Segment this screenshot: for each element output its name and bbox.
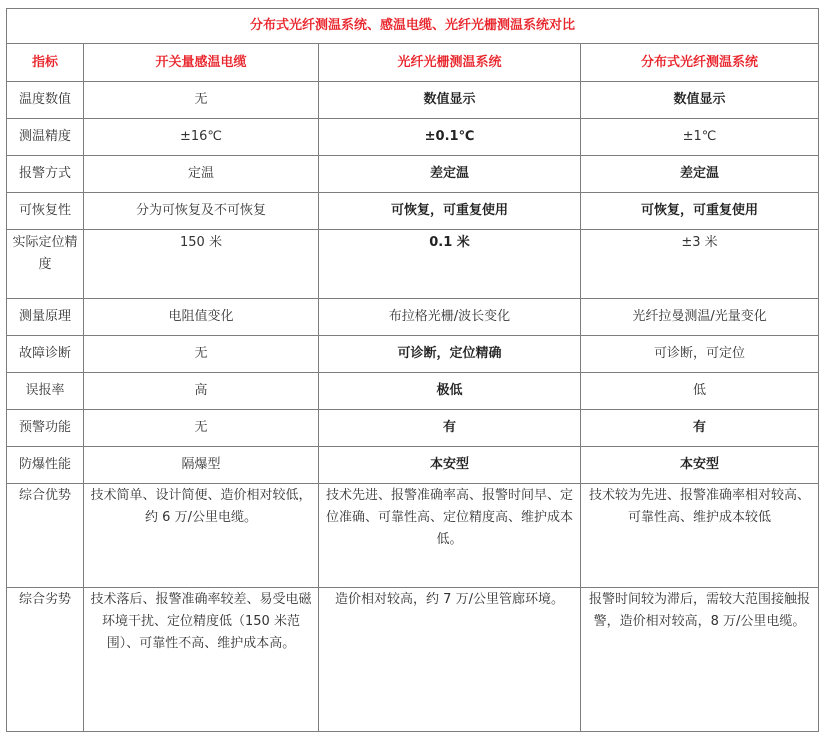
comparison-table bbox=[6, 8, 819, 732]
cell-cable: 无 bbox=[84, 82, 319, 119]
row-label: 报警方式 bbox=[7, 156, 84, 193]
cell-dts: 数值显示 bbox=[581, 82, 819, 119]
cell-dts: 光纤拉曼测温/光量变化 bbox=[581, 299, 819, 336]
cell-cable: 无 bbox=[84, 410, 319, 447]
cell-dts: ±3 米 bbox=[581, 230, 819, 299]
cell-dts: 可恢复，可重复使用 bbox=[581, 193, 819, 230]
table-row bbox=[7, 373, 819, 410]
table-row bbox=[7, 156, 819, 193]
table-title: 分布式光纤测温系统、感温电缆、光纤光栅测温系统对比 bbox=[7, 9, 819, 44]
row-label: 综合优势 bbox=[7, 484, 84, 588]
cell-fbg: 数值显示 bbox=[319, 82, 581, 119]
cell-dts: ±1℃ bbox=[581, 119, 819, 156]
cell-fbg: 0.1 米 bbox=[319, 230, 581, 299]
cell-fbg: ±0.1℃ bbox=[319, 119, 581, 156]
cell-dts: 差定温 bbox=[581, 156, 819, 193]
cell-dts: 低 bbox=[581, 373, 819, 410]
table-row bbox=[7, 336, 819, 373]
cell-dts: 有 bbox=[581, 410, 819, 447]
cell-fbg: 可诊断，定位精确 bbox=[319, 336, 581, 373]
row-label: 实际定位精度 bbox=[7, 230, 84, 299]
table-row bbox=[7, 410, 819, 447]
cell-fbg: 有 bbox=[319, 410, 581, 447]
table-row bbox=[7, 447, 819, 484]
table-row bbox=[7, 299, 819, 336]
header-cable: 开关量感温电缆 bbox=[84, 44, 319, 82]
cell-cable: 无 bbox=[84, 336, 319, 373]
cell-cable: 分为可恢复及不可恢复 bbox=[84, 193, 319, 230]
table-row bbox=[7, 484, 819, 588]
table-row bbox=[7, 193, 819, 230]
cell-dts: 本安型 bbox=[581, 447, 819, 484]
cell-cable: 定温 bbox=[84, 156, 319, 193]
header-metric: 指标 bbox=[7, 44, 84, 82]
cell-dts: 技术较为先进、报警准确率相对较高、可靠性高、维护成本较低 bbox=[581, 484, 819, 588]
row-label: 测温精度 bbox=[7, 119, 84, 156]
row-label: 测量原理 bbox=[7, 299, 84, 336]
cell-fbg: 布拉格光栅/波长变化 bbox=[319, 299, 581, 336]
table-row bbox=[7, 230, 819, 299]
cell-cable: 隔爆型 bbox=[84, 447, 319, 484]
cell-cable: 技术简单、设计简便、造价相对较低，约 6 万/公里电缆。 bbox=[84, 484, 319, 588]
cell-fbg: 技术先进、报警准确率高、报警时间早、定位准确、可靠性高、定位精度高、维护成本低。 bbox=[319, 484, 581, 588]
row-label: 可恢复性 bbox=[7, 193, 84, 230]
row-label: 温度数值 bbox=[7, 82, 84, 119]
row-label: 误报率 bbox=[7, 373, 84, 410]
header-dts: 分布式光纤测温系统 bbox=[581, 44, 819, 82]
cell-fbg: 可恢复，可重复使用 bbox=[319, 193, 581, 230]
header-row bbox=[7, 44, 819, 82]
cell-fbg: 本安型 bbox=[319, 447, 581, 484]
cell-cable: 150 米 bbox=[84, 230, 319, 299]
table-row bbox=[7, 82, 819, 119]
cell-cable: 电阻值变化 bbox=[84, 299, 319, 336]
cell-fbg: 造价相对较高，约 7 万/公里管廊环境。 bbox=[319, 588, 581, 732]
header-fbg: 光纤光栅测温系统 bbox=[319, 44, 581, 82]
cell-dts: 可诊断，可定位 bbox=[581, 336, 819, 373]
cell-dts: 报警时间较为滞后，需较大范围接触报警，造价相对较高，8 万/公里电缆。 bbox=[581, 588, 819, 732]
row-label: 故障诊断 bbox=[7, 336, 84, 373]
cell-cable: 高 bbox=[84, 373, 319, 410]
cell-cable: 技术落后、报警准确率较差、易受电磁环境干扰、定位精度低（150 米范围）、可靠性不高、维护成本高。 bbox=[84, 588, 319, 732]
row-label: 防爆性能 bbox=[7, 447, 84, 484]
row-label: 综合劣势 bbox=[7, 588, 84, 732]
cell-cable: ±16℃ bbox=[84, 119, 319, 156]
row-label: 预警功能 bbox=[7, 410, 84, 447]
table-row bbox=[7, 119, 819, 156]
table-row bbox=[7, 588, 819, 732]
cell-fbg: 极低 bbox=[319, 373, 581, 410]
cell-fbg: 差定温 bbox=[319, 156, 581, 193]
